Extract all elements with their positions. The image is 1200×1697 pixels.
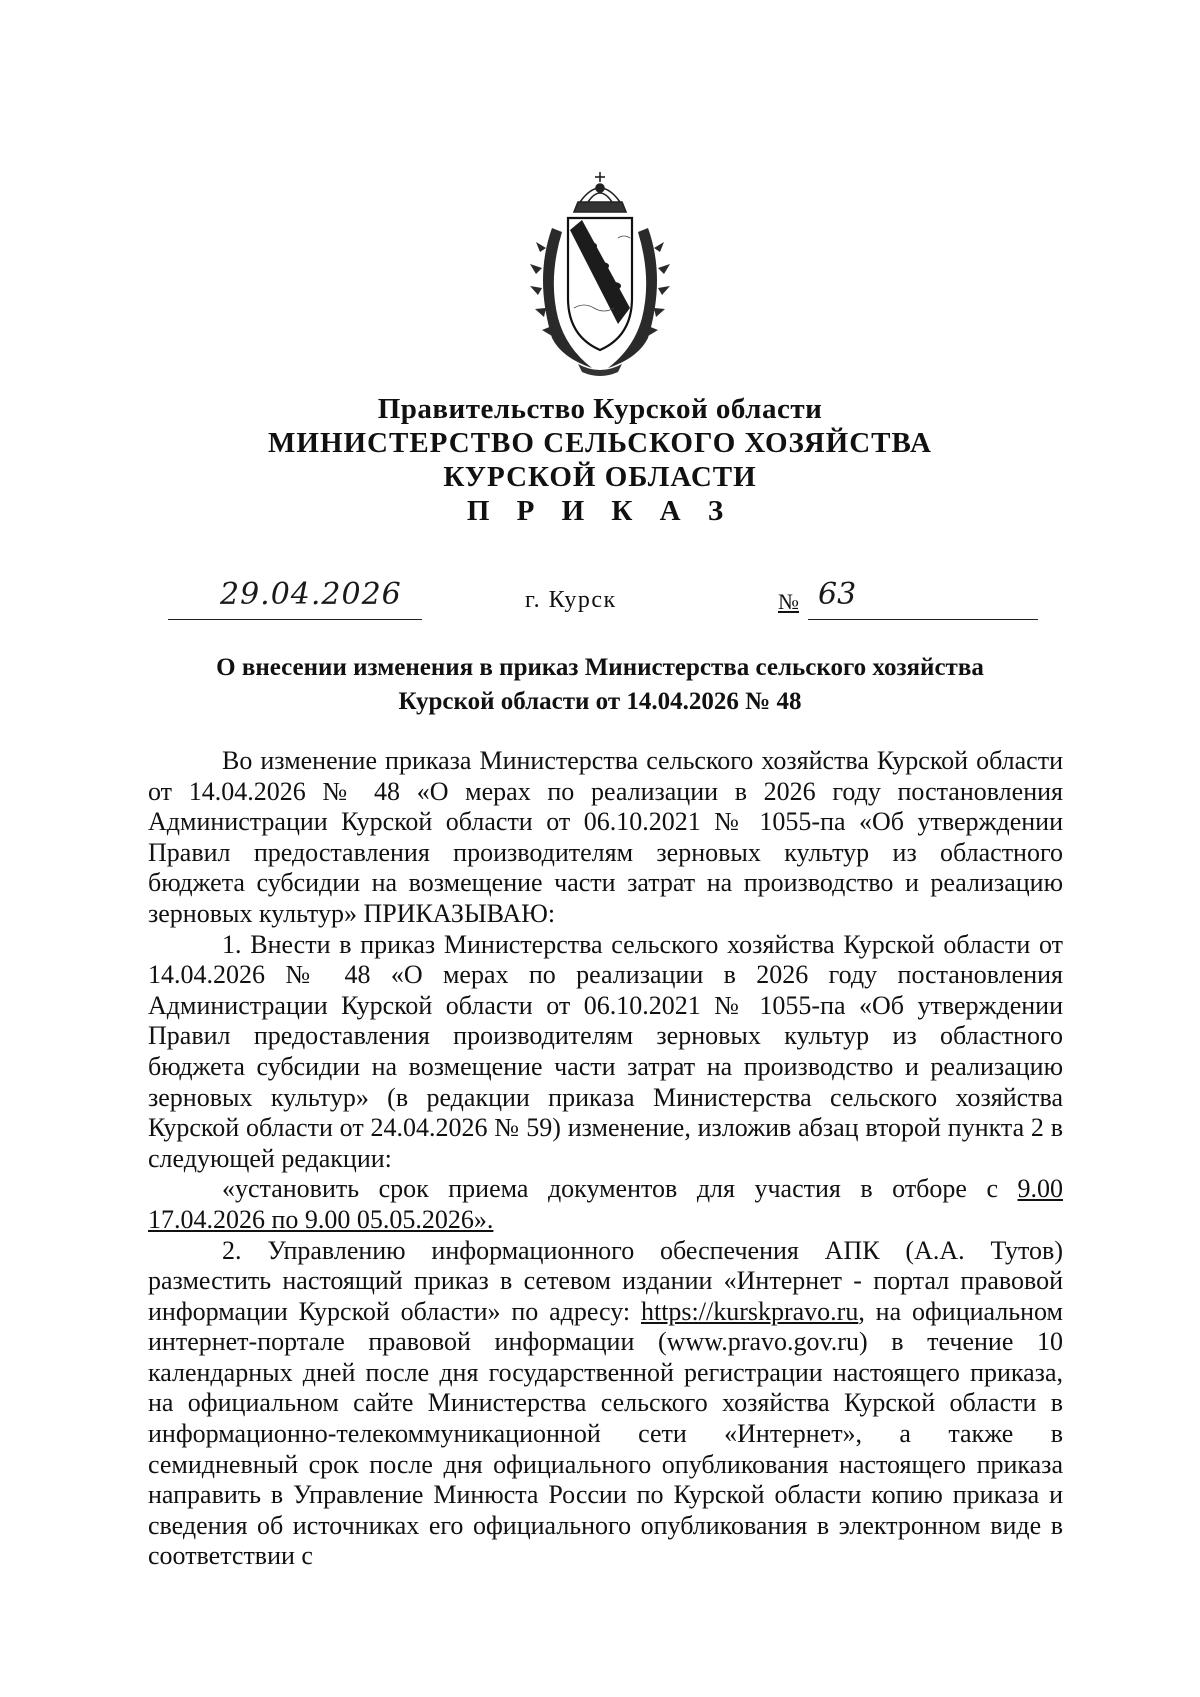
quoted-amendment-text: «установить срок приема документов для участия в отборе с: [222, 1174, 1018, 1204]
document-meta-row: [0, 575, 1200, 625]
document-body: [148, 746, 1063, 1572]
government-name: Правительство Курской области: [377, 393, 823, 425]
kursk-coat-of-arms-icon: [522, 168, 678, 378]
quoted-amendment-paragraph: [148, 1174, 1063, 1235]
clause-2-text-start: 2. Управлению информационного обеспечения АПК (А.А. Тутов) разместить настоящий приказ в сетевом издании «Интернет - портал правовой информации Курской области» по адресу:: [148, 1235, 1063, 1326]
title-line2: Курской области от 14.04.2026 № 48: [398, 688, 802, 715]
handwritten-number: 63: [818, 577, 857, 612]
document-type: П Р И К А З: [466, 495, 734, 527]
document-title: [140, 651, 1060, 719]
clause-2-text-end: , на официальном интернет-портале правовой информации (www.pravo.gov.ru) в течение 10 календарных дней после дня государственной регистрации настоящего приказа, на официальном сайте Министерства сельского хозяйства Курской области в информационно-телекоммуникационной сети «Интернет», а также в семидневный срок после дня официального опубликования настоящего приказа направить в Управление Минюста России по Курской области копию приказа и сведения об источниках его официального опубликования в электронном виде в соответствии с: [148, 1296, 1064, 1571]
deadline-underlined: 9.00 17.04.2026 по 9.00 05.05.2026».: [148, 1174, 1063, 1234]
kurskpravo-link[interactable]: https://kurskpravo.ru: [640, 1296, 859, 1326]
date-field: [168, 575, 422, 620]
number-field: [808, 575, 1038, 620]
clause-2-paragraph: [148, 1236, 1063, 1573]
ministry-name-line1: МИНИСТЕРСТВО СЕЛЬСКОГО ХОЗЯЙСТВА: [268, 427, 932, 459]
handwritten-date: 29.04.2026: [220, 577, 402, 612]
preamble-paragraph: Во изменение приказа Министерства сельского хозяйства Курской области от 14.04.2026 № 48 «О мерах по реализации в 2026 году постановления Администрации Курской области от 06.10.2021 № 1055-па «Об утверждении Правил предоставления производителям зерновых культур из областного бюджета субсидии на возмещение части затрат на производство и реализацию зерновых культур» ПРИКАЗЫВАЮ:: [148, 746, 1063, 928]
city-label: г. Курск: [525, 587, 617, 613]
ministry-name-line2: КУРСКОЙ ОБЛАСТИ: [443, 461, 757, 493]
clause-1-paragraph: 1. Внести в приказ Министерства сельского хозяйства Курской области от 14.04.2026 № 48 «О мерах по реализации в 2026 году постановления Администрации Курской области от 06.10.2021 № 1055-па «Об утверждении Правил предоставления производителям зерновых культур из областного бюджета субсидии на возмещение части затрат на производство и реализацию зерновых культур» (в редакции приказа Министерства сельского хозяйства Курской области от 24.04.2026 № 59) изменение, изложив абзац второй пункта 2 в следующей редакции:: [148, 929, 1063, 1173]
title-line1: О внесении изменения в приказ Министерства сельского хозяйства: [216, 654, 984, 681]
number-label: №: [778, 589, 799, 614]
